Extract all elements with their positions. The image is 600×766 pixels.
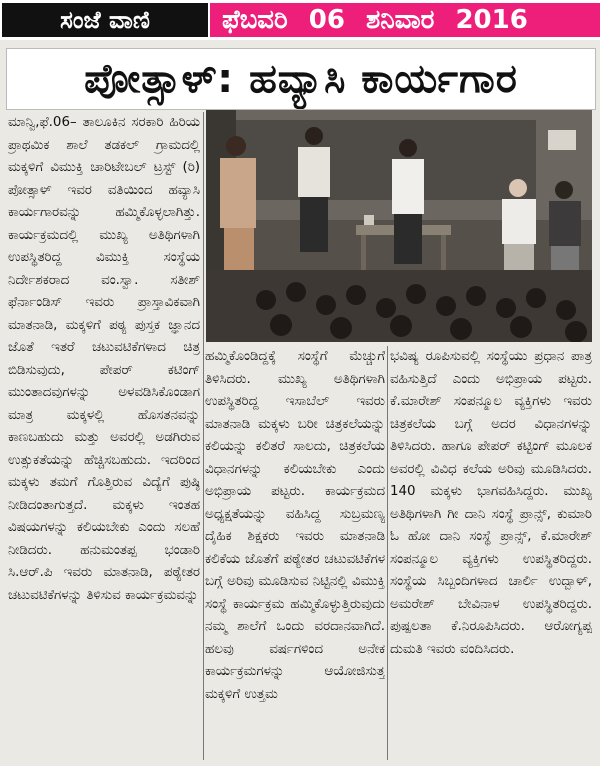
- newspaper-name: ಸಂಜೆ ವಾಣಿ: [2, 3, 208, 37]
- date-month: ಫೆಬವರಿ: [222, 5, 288, 35]
- article-headline: ಪೋತ್ಸಾಳ್: ಹವ್ಯಾಸಿ ಕಾರ್ಯಗಾರ: [84, 56, 518, 102]
- classroom-photo: [206, 110, 592, 342]
- article-photo: [206, 110, 592, 342]
- column-divider: [203, 112, 204, 760]
- date-weekday: ಶನಿವಾರ: [366, 5, 435, 35]
- date-day: 06: [308, 5, 345, 35]
- article-column-2: ಹಮ್ಮಿಕೊಂಡಿದ್ದಕ್ಕೆ ಸಂಸ್ಥೆಗೆ ಮೆಚ್ಚುಗೆ ತಿಳಿಸಿದರು. ಮುಖ್ಯ ಅತಿಥಿಗಳಾಗಿ ಉಪಸ್ಥಿತರಿದ್ದ ಇಸಾಬೆಲ್ ಇವರು ಮಾತನಾಡಿ ಮಕ್ಕಳು ಬರೀ ಚಿತ್ರಕಲೆಯನ್ನು ಕಲಿಯನ್ನು ಕಲಿತರೆ ಸಾಲದು, ಚಿತ್ರಕಲೆಯ ವಿಧಾನಗಳನ್ನು ಕಲಿಯಬೇಕು ಎಂದು ಅಭಿಪ್ರಾಯ ಪಟ್ಟರು. ಕಾರ್ಯಕ್ರಮದ ಅಧ್ಯಕ್ಷತೆಯನ್ನು ವಹಿಸಿದ್ದ ಸುಬ್ರಮಣ್ಯ ದೈಹಿಕ ಶಿಕ್ಷಕರು ಇವರು ಮಾತನಾಡಿ ಕಲಿಕೆಯ ಜೊತೆಗೆ ಪಠ್ಯೇತರ ಚಟುವಟಿಕೆಗಳ ಬಗ್ಗೆ ಅರಿವು ಮೂಡಿಸುವ ನಿಟ್ಟಿನಲ್ಲಿ ವಿಮುಕ್ತಿ ಸಂಸ್ಥೆ ಕಾರ್ಯಕ್ರಮ ಹಮ್ಮಿಕೊಳ್ಳುತ್ತಿರುವುದು ನಮ್ಮ ಶಾಲೆಗೆ ಒಂದು ವರದಾನವಾಗಿದೆ. ಹಲವು ವರ್ಷಗಳಿಂದ ಅನೇಕ ಕಾರ್ಯಕ್ರಮಗಳನ್ನು ಆಯೋಜಿಸುತ್ತ ಮಕ್ಕಳಿಗೆ ಉತ್ತಮ: [205, 349, 385, 702]
- masthead: [0, 0, 600, 40]
- article-column-3: ಭವಿಷ್ಯ ರೂಪಿಸುವಲ್ಲಿ ಸಂಸ್ಥೆಯು ಪ್ರಧಾನ ಪಾತ್ರ ವಹಿಸುತ್ತಿದೆ ಎಂದು ಅಭಿಪ್ರಾಯ ಪಟ್ಟರು. ಕೆ.ಮಾರೇಶ್ ಸಂಪನ್ಮೂಲ ವ್ಯಕ್ತಿಗಳು ಇವರು ಚಿತ್ರಕಲೆಯ ಬಗ್ಗೆ ಅದರ ವಿಧಾನಗಳನ್ನು ತಿಳಿಸಿದರು. ಹಾಗೂ ಪೇಪರ್ ಕಟ್ಟಿಂಗ್ ಮೂಲಕ ಅವರಲ್ಲಿ ವಿವಿಧ ಕಲೆಯ ಅರಿವು ಮೂಡಿಸಿದರು. 140 ಮಕ್ಕಳು ಭಾಗವಹಿಸಿದ್ದರು. ಮುಖ್ಯ ಅತಿಥಿಗಳಾಗಿ ಗೀ ದಾನಿ ಸಂಸ್ಥೆ ಪ್ರಾನ್ಸ್, ಕುಮಾರಿ ಓ ಹೋ ದಾನಿ ಸಂಸ್ಥೆ ಪ್ರಾನ್ಸ್, ಕೆ.ಮಾರೇಶ್ ಸಂಪನ್ಮೂಲ ವ್ಯಕ್ತಿಗಳು ಉಪಸ್ಥಿತರಿದ್ದರು. ಸಂಸ್ಥೆಯ ಸಿಬ್ಬಂದಿಗಳಾದ ಚಾರ್ಲಿ ಉದ್ಬಾಳ್, ಅಮರೇಶ್ ಬೇವಿನಾಳ ಉಪಸ್ಥಿತರಿದ್ದರು. ಪುಷ್ಪಲತಾ ಕೆ.ನಿರೂಪಿಸಿದರು. ಆರೋಗ್ಯಪ್ಪ ದುಮತಿ ಇವರು ವಂದಿಸಿದರು.: [390, 349, 592, 657]
- date-year: 2016: [455, 5, 528, 35]
- dateline: [210, 3, 600, 37]
- column-divider: [387, 346, 388, 760]
- headline-box: [6, 48, 596, 110]
- article-column-1: ಮಾನ್ವಿ,ಫೆ.06– ತಾಲೂಕಿನ ಸರಕಾರಿ ಹಿರಿಯ ಪ್ರಾಥಮಿಕ ಶಾಲೆ ತಡಕಲ್ ಗ್ರಾಮದಲ್ಲಿ ಮಕ್ಕಳಿಗೆ ವಿಮುಕ್ತಿ ಚಾರಿಟೇಬಲ್ ಟ್ರಸ್ಟ್ (ರಿ) ಪೋತ್ಸಾಳ್ ಇವರ ವತಿಯಿಂದ ಹವ್ಯಾಸಿ ಕಾರ್ಯಗಾರವನ್ನು ಹಮ್ಮಿಕೊಳ್ಳಲಾಗಿತ್ತು. ಕಾರ್ಯಕ್ರಮದಲ್ಲಿ ಮುಖ್ಯ ಅತಿಥಿಗಳಾಗಿ ಉಪಸ್ಥಿತರಿದ್ದ ವಿಮುಕ್ತಿ ಸಂಸ್ಥೆಯ ನಿರ್ದೇಶಕರಾದ ವಂ.ಸ್ವಾ. ಸತೀಶ್ ಫೆರ್ನಾಂಡಿಸ್ ಇವರು ಪ್ರಾಸ್ತಾವಿಕವಾಗಿ ಮಾತನಾಡಿ, ಮಕ್ಕಳಿಗೆ ಪಠ್ಯ ಪುಸ್ತಕ ಜ್ಞಾನದ ಜೊತೆ ಇತರೆ ಚಟುವಟಿಕೆಗಳಾದ ಚಿತ್ರ ಬಿಡಿಸುವುದು, ಪೇಪರ್ ಕಟಿಂಗ್ ಮುಂತಾದವುಗಳನ್ನು ಅಳವಡಿಸಿಕೊಂಡಾಗ ಮಾತ್ರ ಮಕ್ಕಳಲ್ಲಿ ಹೊಸತನವನ್ನು ಕಾಣಬಹುದು ಮತ್ತು ಅವರಲ್ಲಿ ಅಡಗಿರುವ ಉತ್ಸುಕತೆಯನ್ನು ಹೆಚ್ಚಿಸಬಹುದು. ಇದರಿಂದ ಮಕ್ಕಳು ತಮಗೆ ಗೊತ್ತಿರುವ ವಿದ್ಯೆಗೆ ಪುಷ್ಠಿ ನೀಡಿದಂತಾಗುತ್ತದೆ. ಮಕ್ಕಳು ಇಂತಹ ವಿಷಯಗಳನ್ನು ಕಲಿಯಬೇಕು ಎಂದು ಸಲಹೆ ನೀಡಿದರು. ಹನುಮಂತಪ್ಪ ಭಂಡಾರಿ ಸಿ.ಆರ್.ಪಿ ಇವರು ಮಾತನಾಡಿ, ಪಠ್ಯೇತರ ಚಟುವಟಿಕೆಗಳನ್ನು ತಿಳಿಸುವ ಕಾರ್ಯಕ್ರಮವನ್ನು: [8, 115, 200, 603]
